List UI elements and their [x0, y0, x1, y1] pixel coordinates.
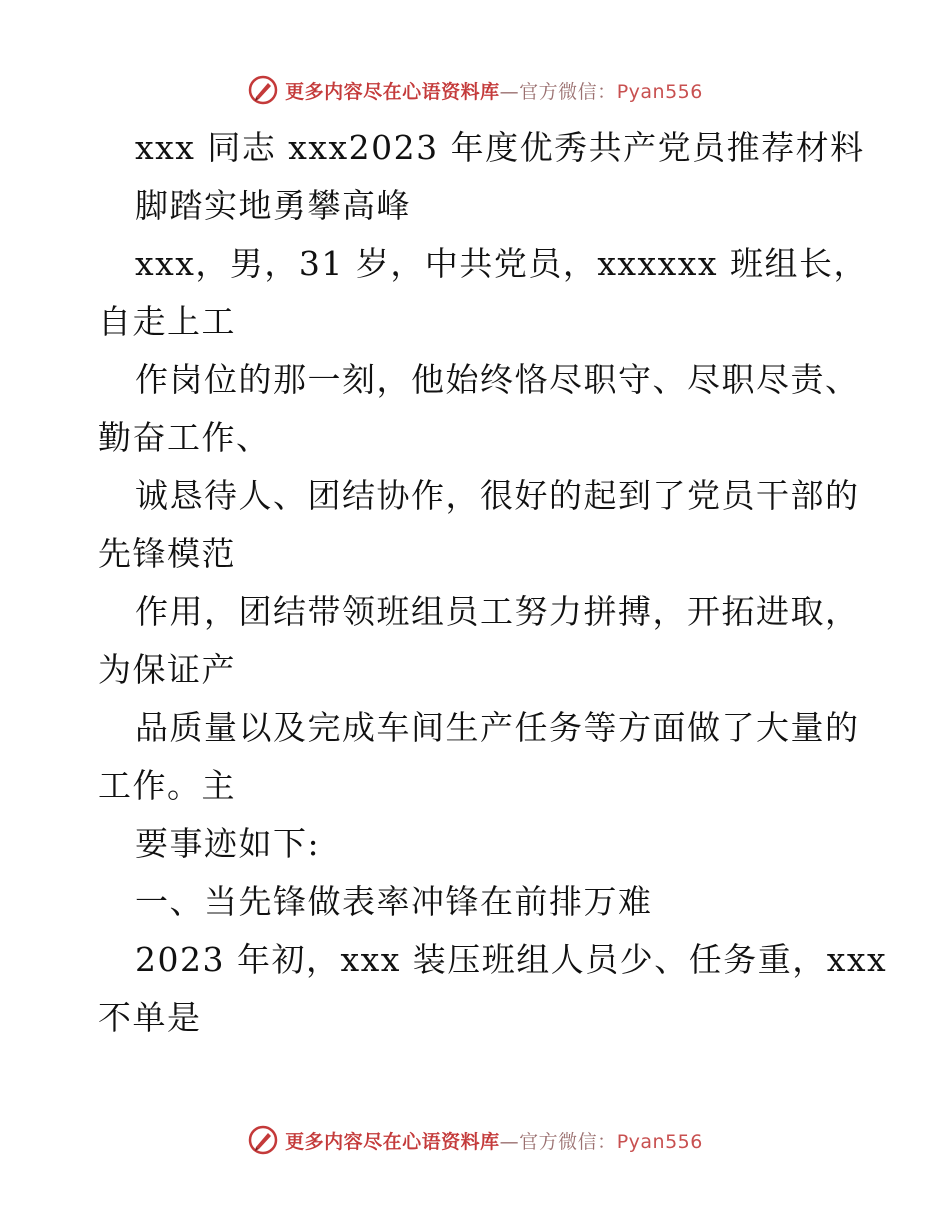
- watermark-wechat-label: 官方微信：: [519, 1130, 617, 1153]
- doc-line: 2023 年初，xxx 装压班组人员少、任务重，xxx: [135, 940, 888, 979]
- watermark-wechat-id: Pyan556: [616, 1130, 703, 1153]
- doc-line: 不单是: [98, 998, 202, 1037]
- watermark-site-text: 更多内容尽在心语资料库: [285, 1130, 500, 1153]
- watermark-content: [247, 1124, 703, 1156]
- watermark-content: [247, 74, 703, 106]
- watermark-wechat-label: 官方微信：: [519, 80, 617, 103]
- doc-line: xxx，男，31 岁，中共党员，xxxxxx 班组长，: [135, 244, 868, 283]
- section-heading: 一、当先锋做表率冲锋在前排万难: [135, 882, 653, 921]
- doc-line: 作用，团结带领班组员工努力拼搏，开拓进取，: [135, 592, 860, 631]
- pen-circle-logo-icon: [247, 1124, 279, 1156]
- doc-line: 先锋模范: [98, 534, 236, 573]
- pen-circle-logo-icon: [247, 74, 279, 106]
- doc-subtitle: 脚踏实地勇攀高峰: [135, 186, 411, 225]
- watermark-site-text: 更多内容尽在心语资料库: [285, 80, 500, 103]
- watermark-wechat-id: Pyan556: [616, 80, 703, 103]
- watermark-dash: —: [499, 1130, 520, 1153]
- doc-line: 作岗位的那一刻，他始终恪尽职守、尽职尽责、: [135, 360, 860, 399]
- doc-line: 诚恳待人、团结协作，很好的起到了党员干部的: [135, 476, 860, 515]
- header-watermark: [0, 70, 950, 110]
- doc-line: 勤奋工作、: [98, 418, 271, 457]
- footer-watermark: [0, 1120, 950, 1160]
- doc-line: 要事迹如下:: [135, 824, 321, 863]
- doc-line: 为保证产: [98, 650, 236, 689]
- doc-line: 自走上工: [98, 302, 236, 341]
- doc-title: xxx 同志 xxx2023 年度优秀共产党员推荐材料: [135, 128, 865, 167]
- doc-line: 工作。主: [98, 766, 236, 805]
- watermark-dash: —: [499, 80, 520, 103]
- doc-line: 品质量以及完成车间生产任务等方面做了大量的: [135, 708, 860, 747]
